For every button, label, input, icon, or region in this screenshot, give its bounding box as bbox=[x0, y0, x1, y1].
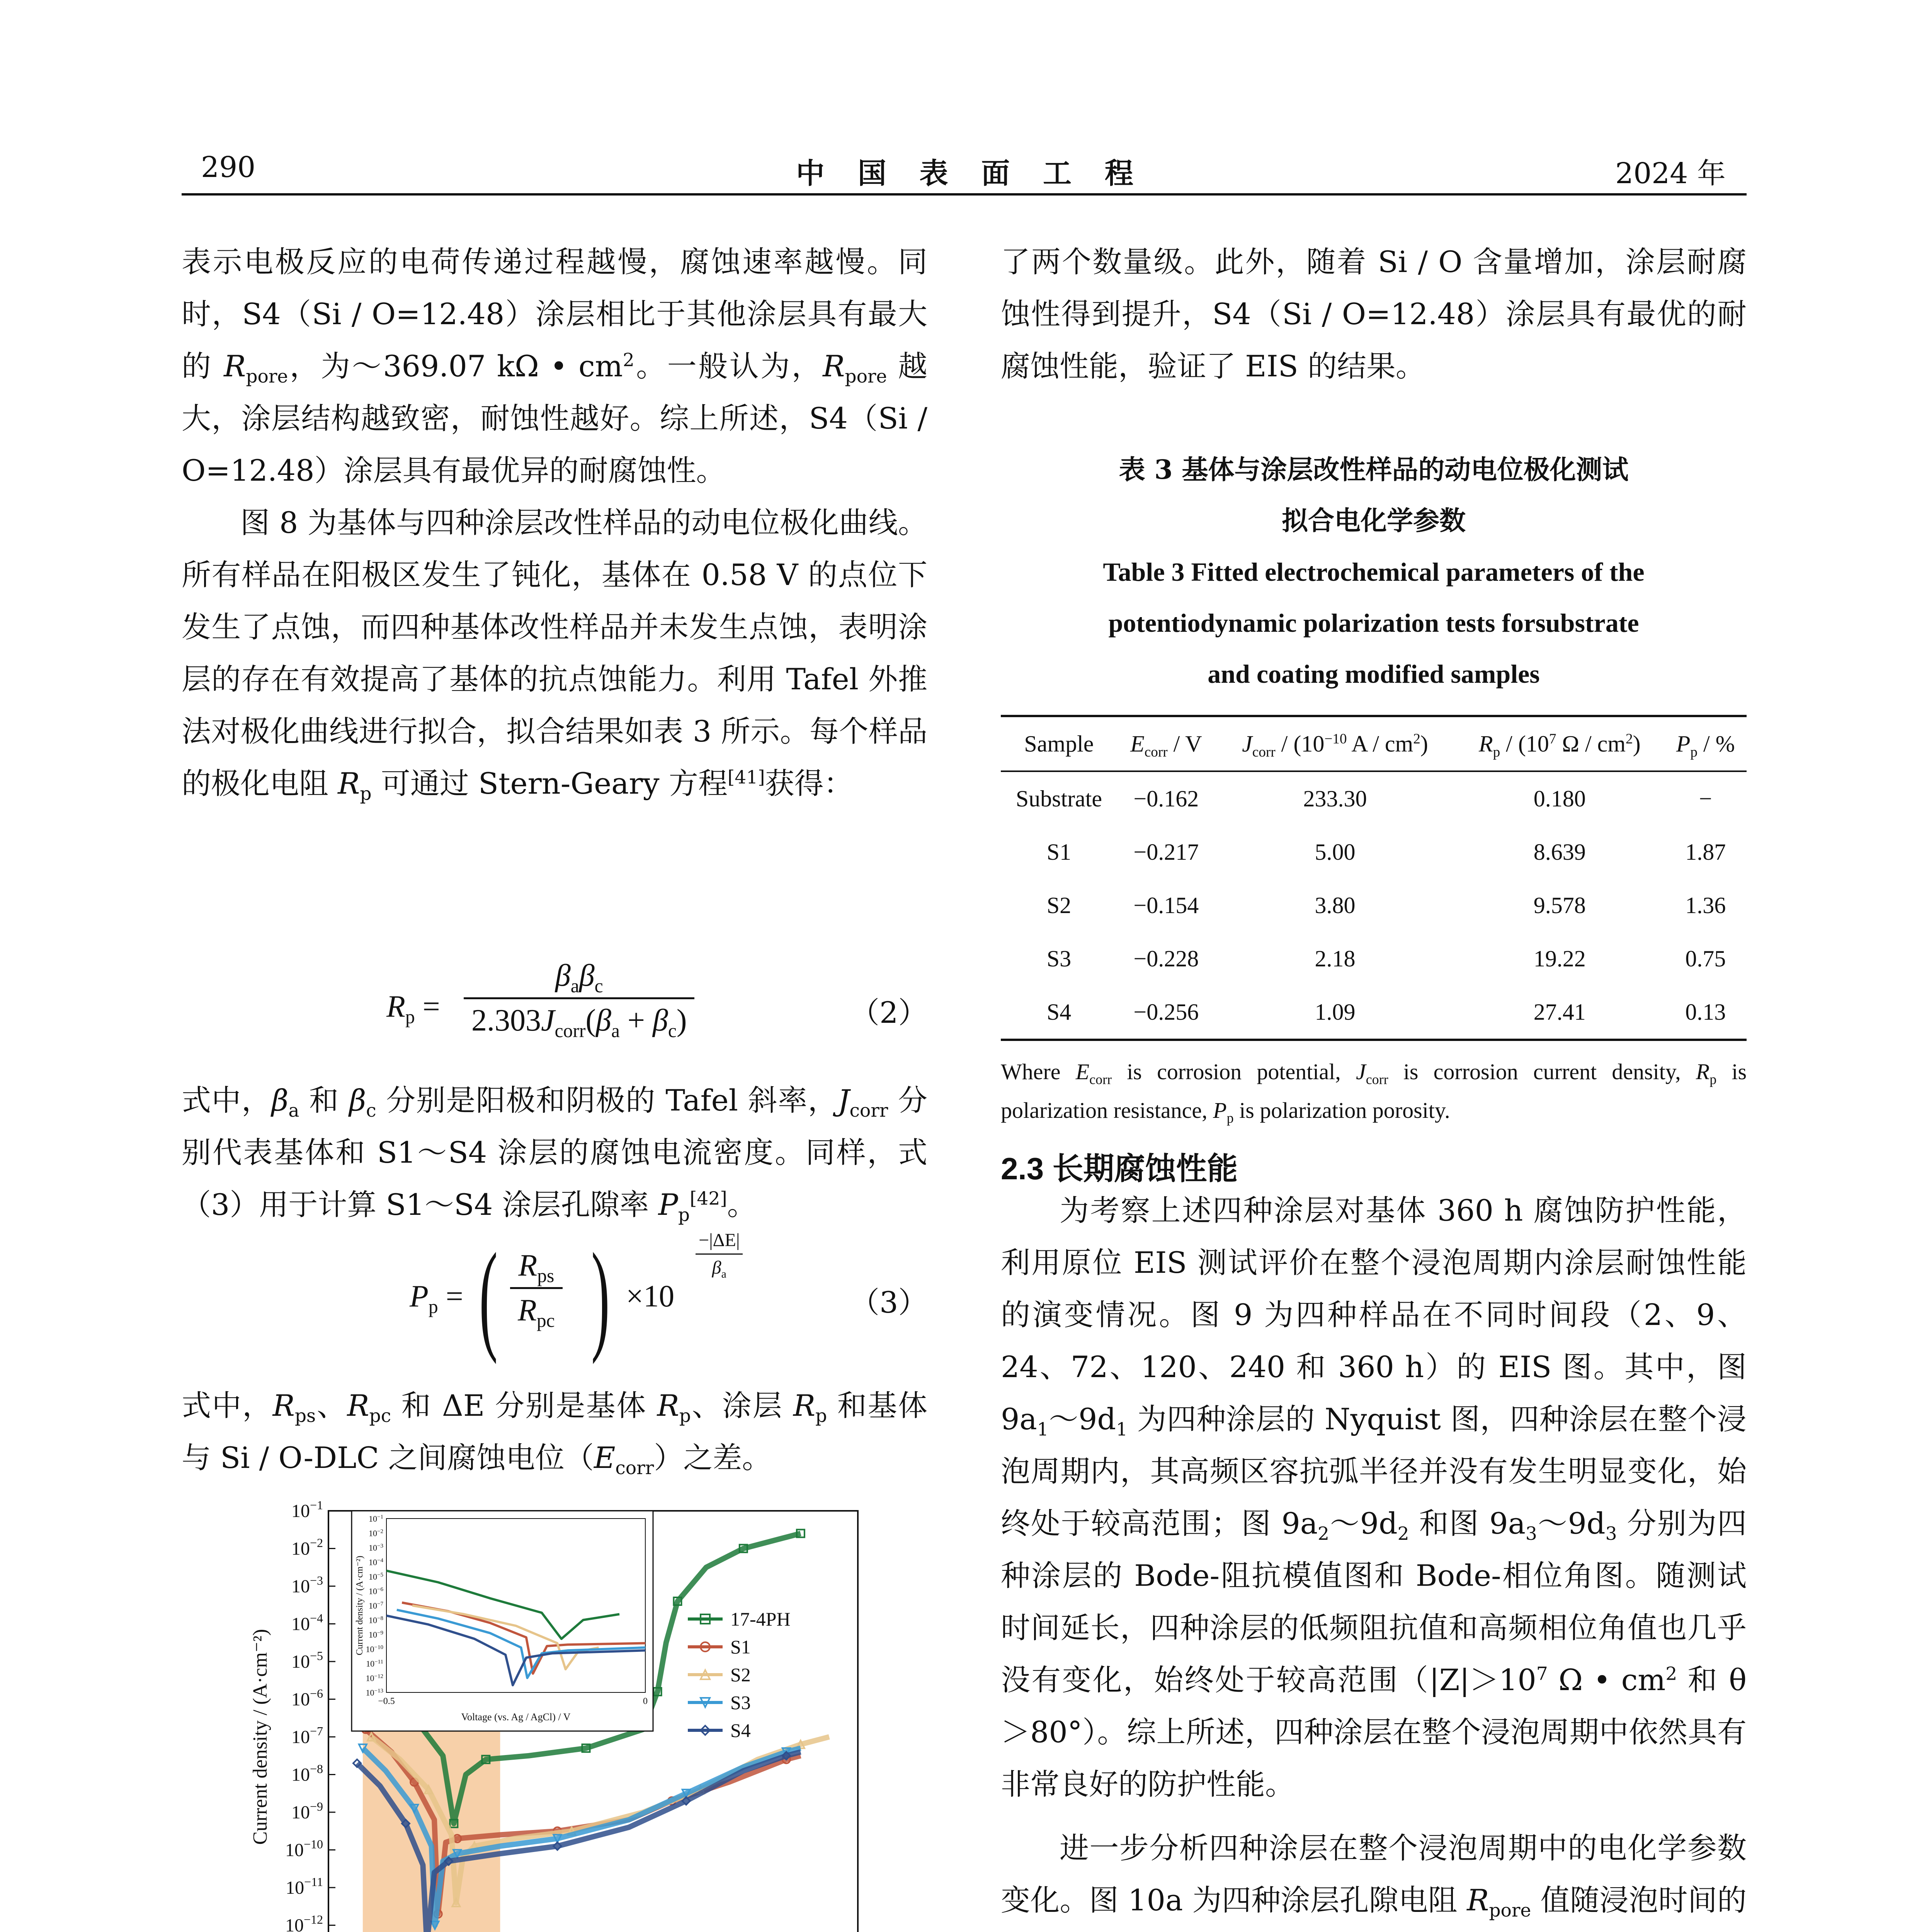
inset-frame-outer bbox=[352, 1511, 653, 1731]
inset-y-tick-label: $10^{-8}$ bbox=[369, 1615, 383, 1625]
legend-label: S3 bbox=[730, 1692, 751, 1713]
y-tick-label: $10^{-8}$ bbox=[291, 1762, 323, 1785]
y-tick-label: $10^{-12}$ bbox=[285, 1912, 323, 1932]
table-title-en-2: potentiodynamic polarization tests forsubstrate bbox=[1108, 608, 1639, 638]
table-header: Sample bbox=[1024, 731, 1094, 757]
paragraph: 进一步分析四种涂层在整个浸泡周期中的电化学参数变化。图 10a 为四种涂层孔隙电阻 $R_{pore}$ 值随浸泡时间的 bbox=[1001, 1831, 1747, 1922]
inset-y-tick-label: $10^{-11}$ bbox=[366, 1659, 383, 1668]
inset-y-tick-label: $10^{-2}$ bbox=[369, 1528, 383, 1538]
inset-y-tick-label: $10^{-4}$ bbox=[369, 1557, 383, 1567]
paragraph: 式中，$\beta_a$ 和 $\beta_c$ 分别是阳极和阴极的 Tafel 斜率，$J_{corr}$ 分别代表基体和 S1～S4 涂层的腐蚀电流密度。同样，式（3）用于计算 S1～S4 涂层孔隙率 $P_p[42]$。 bbox=[182, 1083, 927, 1226]
y-tick-label: $10^{-2}$ bbox=[291, 1536, 323, 1559]
equation-3: $P_p$ = ( $R_{ps}$ $R_{pc}$ ) ×10 $\frac{-|\Delta E|}{\beta_a}$ （3） bbox=[410, 1228, 928, 1365]
left-column-2 bbox=[182, 1074, 927, 1231]
table-row: S1 −0.217 5.00 8.639 1.87 bbox=[1046, 839, 1726, 865]
table-header: $E_{corr}$ / V bbox=[1130, 731, 1202, 760]
y-axis-label: Current density / (A·cm⁻²) bbox=[249, 1629, 271, 1845]
legend-label: S1 bbox=[730, 1636, 751, 1658]
y-tick-label: $10^{-1}$ bbox=[291, 1498, 323, 1521]
table-note: Where $E_{corr}$ is corrosion potential, $J_{corr}$ is corrosion current density, $R_p$ is polarization resistance, $P_p$ is polarization porosity. bbox=[1001, 1059, 1747, 1126]
paragraph: 图 8 为基体与四种涂层改性样品的动电位极化曲线。所有样品在阳极区发生了钝化，基体在 0.58 V 的点位下发生了点蚀，而四种基体改性样品并未发生点蚀，表明涂层的存在有效提高了基体的抗点蚀能力。利用 Tafel 外推法对极化曲线进行拟合，拟合结果如表 3 所示。每个样品的极化电阻 $R_p$ 可通过 Stern-Geary 方程[41]获得： bbox=[182, 505, 927, 805]
table-header: $J_{corr} / (10^{-10}$ A / $cm^2$) bbox=[1242, 731, 1428, 760]
y-tick-label: $10^{-11}$ bbox=[286, 1875, 323, 1898]
inset-y-tick-label: $10^{-3}$ bbox=[369, 1543, 383, 1553]
journal-title: 中 国 表 面 工 程 bbox=[796, 157, 1145, 190]
page-number: 290 bbox=[201, 151, 256, 184]
legend-label: 17-4PH bbox=[730, 1608, 791, 1630]
table-title-cn-1: 表 3 基体与涂层改性样品的动电位极化测试 bbox=[1119, 454, 1629, 485]
inset-y-tick-label: $10^{-9}$ bbox=[369, 1630, 383, 1639]
y-tick-label: $10^{-3}$ bbox=[291, 1573, 323, 1597]
right-column-2 bbox=[1001, 1184, 1747, 1932]
inset-x-axis-label: Voltage (vs. Ag / AgCl) / V bbox=[461, 1711, 571, 1723]
left-column bbox=[182, 236, 927, 810]
y-tick-label: $10^{-5}$ bbox=[291, 1649, 323, 1672]
table-3 bbox=[1001, 715, 1747, 1041]
legend-label: S4 bbox=[730, 1719, 751, 1741]
y-tick-label: $10^{-6}$ bbox=[291, 1686, 323, 1710]
section-heading: 2.3 长期腐蚀性能 bbox=[1001, 1151, 1238, 1186]
y-tick-label: $10^{-10}$ bbox=[285, 1837, 323, 1861]
paragraph: 了两个数量级。此外，随着 Si / O 含量增加，涂层耐腐蚀性得到提升，S4（Si / O=12.48）涂层具有最优的耐腐蚀性能，验证了 EIS 的结果。 bbox=[1001, 245, 1747, 383]
inset-y-axis-label: Current density / (A·cm⁻²) bbox=[355, 1556, 365, 1655]
y-tick-label: $10^{-4}$ bbox=[291, 1611, 323, 1634]
inset-y-tick-label: $10^{-5}$ bbox=[369, 1572, 383, 1582]
right-column bbox=[1001, 236, 1747, 392]
table-title-en-3: and coating modified samples bbox=[1208, 659, 1540, 689]
left-column-3 bbox=[182, 1379, 927, 1484]
legend-label: S2 bbox=[730, 1664, 751, 1685]
inset-y-tick-label: $10^{-1}$ bbox=[369, 1514, 383, 1524]
table-header: $P_p$ / % bbox=[1676, 731, 1735, 760]
inset-y-tick-label: $10^{-7}$ bbox=[369, 1601, 383, 1611]
table-header-row bbox=[1001, 716, 1747, 771]
paragraph: 式中，$R_{ps}$、$R_{pc}$ 和 ΔE 分别是基体 $R_p$、涂层 $R_p$ 和基体与 Si / O-DLC 之间腐蚀电位$(E_{corr})$之差。 bbox=[182, 1388, 928, 1479]
table-title-en-1: Table 3 Fitted electrochemical parameters of the bbox=[1103, 557, 1645, 587]
table-3-block bbox=[1001, 444, 1747, 1130]
inset-y-tick-label: $10^{-10}$ bbox=[366, 1644, 383, 1654]
year: 2024 年 bbox=[1615, 157, 1726, 190]
equation-2: $R_p$ = $\beta_a\beta_c$ $2.303J_{corr}(\beta_a + \beta_c)$ （2） bbox=[386, 959, 928, 1041]
table-row: S2 −0.154 3.80 9.578 1.36 bbox=[1046, 892, 1726, 918]
inset-x-tick-label: 0 bbox=[643, 1696, 648, 1706]
header-rule bbox=[182, 193, 1747, 196]
table-row: S3 −0.228 2.18 19.22 0.75 bbox=[1046, 946, 1726, 971]
inset-x-tick-label: −0.5 bbox=[378, 1696, 395, 1706]
polarization-chart bbox=[232, 1492, 927, 1932]
y-tick-label: $10^{-9}$ bbox=[291, 1799, 323, 1823]
table-row: S4 −0.256 1.09 27.41 0.13 bbox=[1001, 985, 1747, 1040]
table-title-cn-2: 拟合电化学参数 bbox=[1281, 505, 1466, 536]
table-header: $R_p / (10^7$ Ω / $cm^2$) bbox=[1478, 731, 1641, 760]
paragraph: 表示电极反应的电荷传递过程越慢，腐蚀速率越慢。同时，S4（Si / O=12.48）涂层相比于其他涂层具有最大的 $R_{pore}$，为～369.07 kΩ • $cm^2$。一般认为，$R_{pore}$ 越大，涂层结构越致密，耐蚀性越好。综上所述，S4（Si / O=12.48）涂层具有最优异的耐腐蚀性。 bbox=[182, 245, 927, 488]
table-row: Substrate −0.162 233.30 0.180 − bbox=[1015, 786, 1712, 811]
inset-y-tick-label: $10^{-6}$ bbox=[369, 1586, 383, 1596]
y-tick-label: $10^{-7}$ bbox=[291, 1724, 323, 1747]
inset-y-tick-label: $10^{-12}$ bbox=[366, 1673, 383, 1683]
inset-y-tick-label: $10^{-13}$ bbox=[366, 1688, 383, 1697]
paragraph: 为考察上述四种涂层对基体 360 h 腐蚀防护性能，利用原位 EIS 测试评价在整个浸泡周期内涂层耐蚀性能的演变情况。图 9 为四种样品在不同时间段（2、9、24、72、120、240 和 360 h）的 EIS 图。其中，图 $9a_1\sim 9d_1$ 为四种涂层的 Nyquist 图，四种涂层在整个浸泡周期内，其高频区容抗弧半径并没有发生明显变化，始终处于较高范围；图 $9a_2\sim 9d_2$ 和图 $9a_3\sim 9d_3$ 分别为四种涂层的 Bode-阻抗模值图和 Bode-相位角图。随测试时间延长，四种涂层的低频阻抗值和高频相位角值也几乎没有变化，始终处于较高范围（$|Z|>10^7$ Ω • $cm^2$ 和 θ＞80°）。综上所述，四种涂层在整个浸泡周期中依然具有非常良好的防护性能。 bbox=[1001, 1193, 1747, 1801]
